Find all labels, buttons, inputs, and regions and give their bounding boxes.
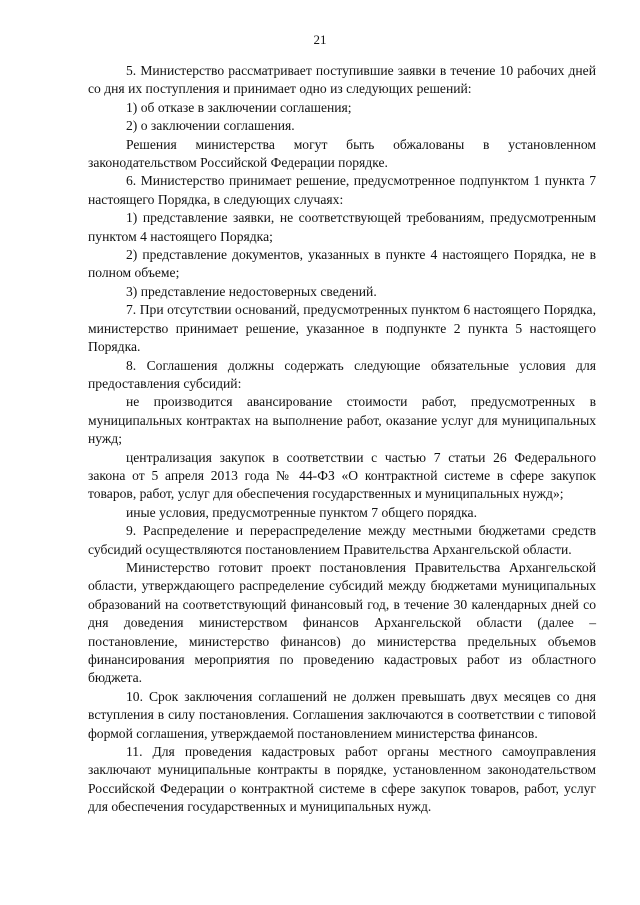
paragraph-5-appeal: Решения министерства могут быть обжалованы в установленном законодательством Российской Федерации порядке. <box>88 136 596 171</box>
paragraph-8: 8. Соглашения должны содержать следующие обязательные условия для предоставления субсидий: <box>88 357 596 391</box>
paragraph-8-condition-1: не производится авансирование стоимости работ, предусмотренных в муниципальных контрактах на выполнение работ, оказание услуг для муниципальных нужд; <box>88 394 596 447</box>
paragraph-6-item-3: 3) представление недостоверных сведений. <box>126 283 377 299</box>
page-number: 21 <box>313 32 327 47</box>
paragraph-8-condition-2: централизация закупок в соответствии с частью 7 статьи 26 Федерального закона от 5 апреля 2013 года № 44-ФЗ «О контрактной системе в сфере закупок товаров, работ, услуг для обеспечения государственных и муниципальных нужд»; <box>88 449 596 502</box>
paragraph-6: 6. Министерство принимает решение, предусмотренное подпунктом 1 пункта 7 настоящего Порядка, в следующих случаях: <box>88 173 596 207</box>
document-body <box>88 62 596 817</box>
paragraph-7: 7. При отсутствии оснований, предусмотренных пунктом 6 настоящего Порядка, министерство принимает решение, указанное в подпункте 2 пункта 5 настоящего Порядка. <box>88 302 596 355</box>
paragraph-6-item-1: 1) представление заявки, не соответствующей требованиям, предусмотренным пунктом 4 настоящего Порядка; <box>88 210 596 244</box>
paragraph-5: 5. Министерство рассматривает поступившие заявки в течение 10 рабочих дней со дня их поступления и принимает одно из следующих решений: <box>88 63 596 97</box>
paragraph-8-condition-3: иные условия, предусмотренные пунктом 7 общего порядка. <box>126 504 477 520</box>
paragraph-9: 9. Распределение и перераспределение между местными бюджетами средств субсидий осуществляются постановлением Правительства Архангельской области. <box>88 523 596 557</box>
paragraph-9-ministry: Министерство готовит проект постановления Правительства Архангельской области, утверждающего распределение субсидий между бюджетами муниципальных образований на соответствующий финансовый год, в течение 30 календарных дней со дня доведения министерством финансов Архангельской области (далее – постановление, министерство финансов) до министерства предельных объемов финансирования мероприятия по проведению кадастровых работ из областного бюджета. <box>88 559 596 686</box>
paragraph-6-item-2: 2) представление документов, указанных в пункте 4 настоящего Порядка, не в полном объеме; <box>88 247 596 281</box>
paragraph-10: 10. Срок заключения соглашений не должен превышать двух месяцев со дня вступления в силу постановления. Соглашения заключаются в соответствии с типовой формой соглашения, утверждаемой постановлением министерства финансов. <box>88 688 596 741</box>
paragraph-11: 11. Для проведения кадастровых работ органы местного самоуправления заключают муниципальные контракты в порядке, установленном законодательством Российской Федерации о контрактной системе в сфере закупок товаров, работ, услуг для обеспечения государственных и муниципальных нужд. <box>88 744 596 815</box>
paragraph-5-item-1: 1) об отказе в заключении соглашения; <box>126 99 352 115</box>
paragraph-5-item-2: 2) о заключении соглашения. <box>126 118 295 134</box>
